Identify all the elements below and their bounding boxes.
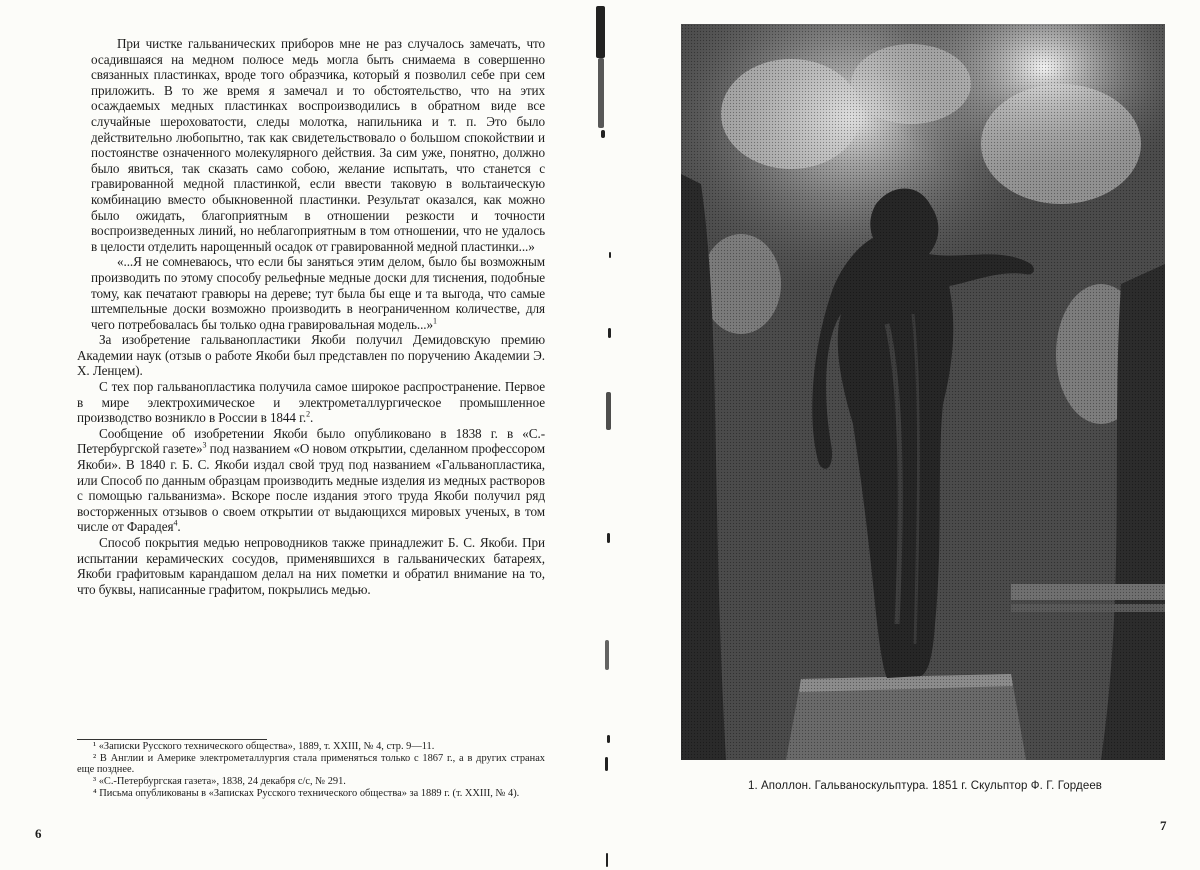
footnote-ref-4: 4: [173, 519, 178, 529]
paragraph-spread-text: С тех пор гальванопластика получила самое широкое распространение. Первое в мире электрохимическое и электрометаллургическое промышленное производство возникло в России в 1844 г.: [77, 379, 545, 426]
gutter-mark: [596, 6, 605, 58]
footnote-rule: [77, 739, 267, 740]
paragraph-demidov-prize: За изобретение гальванопластики Якоби получил Демидовскую премию Академии наук (отзыв о работе Якоби был представлен по поручению Академии Э. Х. Ленцем).: [77, 332, 545, 379]
gutter-scan-artifacts: [586, 0, 626, 870]
gutter-mark: [609, 252, 611, 258]
gutter-mark: [601, 130, 605, 138]
statue-illustration: [681, 24, 1165, 760]
left-page: [0, 0, 590, 870]
photo-caption: 1. Аполлон. Гальваноскульптура. 1851 г. Скульптор Ф. Г. Гордеев: [747, 780, 1103, 792]
gutter-mark: [606, 392, 611, 430]
footnote-1: ¹ «Записки Русского технического общества», 1889, т. XXIII, № 4, стр. 9—11.: [93, 741, 435, 752]
paragraph-quote-2: [77, 254, 545, 332]
gutter-mark: [606, 853, 608, 867]
gutter-mark: [607, 735, 610, 743]
gutter-mark: [608, 328, 611, 338]
footnote-ref-2: 2: [306, 409, 311, 419]
paragraph-publication: Сообщение об изобретении Якоби было опубликовано в 1838 г. в «С.-Петербургской газете»$^3$ под названием «О новом открытии, сделанном профессором Якоби». В 1840 г. Б. С. Якоби издал свой труд под названием «Гальванопластика, или Способ по данным образцам производить медные изделия из медных растворов с помощью гальванизма». Вскоре после издания этого труда Якоби получил ряд восторженных отзывов о своем открытии от выдающихся мировых ученых, в том числе от Фарадея$^4$.: [77, 425, 545, 535]
paragraph-publication-text-a: Сообщение об изобретении Якоби было опубликовано в 1838 г. в «С.-Петербургской газете»: [77, 425, 545, 457]
gutter-mark: [605, 640, 609, 670]
paragraph-publication-text-b: под названием «О новом открытии, сделанном профессором Якоби». В 1840 г. Б. С. Якоби издал свой труд под названием «Гальванопластика, или Способ по данным образцам производить медные изделия из медных растворов с помощью гальванизма». Вскоре после издания этого труда Якоби получил ряд восторженных отзывов о своем открытии от выдающихся мировых ученых, в том числе от Фарадея: [77, 441, 545, 535]
gutter-mark: [607, 533, 610, 543]
footnote-2: ² В Англии и Америке электрометаллургия стала применяться только с 1867 г., а в других странах еще позднее.: [77, 752, 545, 776]
paragraph-quote-1: При чистке гальванических приборов мне не раз случалось замечать, что осадившаяся на медном полюсе медь могла быть снимаема в совершенно связанных пластинках, вроде того образчика, который я позволил себе при сем приложить. В то же время я замечал и то обстоятельство, что на этих осаждаемых медных пластинках воспроизводились в обратном виде все случайные шероховатости, следы молотка, напильника и т. п. Это было действительно любопытно, так как свидетельствовало о большом спокойствии и постоянстве означенного молекулярного действия. За сим уже, понятно, должно было явиться, так сказать само собою, желание испытать, что станется с гравированной медной пластинкой, если ввести таковую в вольтаическую комбинацию вместо обыкновенной пластинки. Результат оказался, как можно было ожидать, благоприятным в отношении резкости и точности воспроизведенных линий, но неблагоприятным в том отношении, что не удалось в целости отделить нарощенный осадок от гравированной медной пластинки...»: [91, 36, 545, 254]
halftone-texture: [681, 24, 1165, 760]
page-number-left: 6: [35, 826, 42, 841]
paragraph-graphite: Способ покрытия медью непроводников также принадлежит Б. С. Якоби. При испытании керамических сосудов, применявшихся в гальванических батареях, Якоби графитовым карандашом делал на них пометки и обратил внимание на то, что буквы, написанные графитом, покрылись медью.: [77, 535, 545, 597]
footnote-ref-3: 3: [202, 441, 207, 451]
body-text: [77, 36, 545, 597]
footnotes: [77, 741, 545, 800]
page-number-right: 7: [1160, 818, 1167, 833]
statue-photograph: [681, 24, 1165, 760]
gutter-mark: [598, 58, 604, 128]
footnote-3: ³ «С.-Петербургская газета», 1838, 24 декабря с/с, № 291.: [93, 776, 346, 788]
paragraph-quote-2-text: «...Я не сомневаюсь, что если бы заняться этим делом, было бы возможным производить по этому способу рельефные медные доски для тиснения, подобные тому, как печатают гравюры на дереве; тут была бы еще и та выгода, что самые штемпельные доски возможно производить в неограниченном количестве, для чего потребовалась бы только одна гравировальная модель...»: [91, 254, 545, 332]
paragraph-spread: С тех пор гальванопластика получила самое широкое распространение. Первое в мире электрохимическое и электрометаллургическое промышленное производство возникло в России в 1844 г.$^2$.: [77, 379, 545, 426]
footnote-ref-1: 1: [432, 316, 437, 326]
footnote-4: ⁴ Письма опубликованы в «Записках Русского технического общества» за 1889 г. (т. XXIII, № 4).: [93, 787, 520, 799]
gutter-mark: [605, 757, 608, 771]
